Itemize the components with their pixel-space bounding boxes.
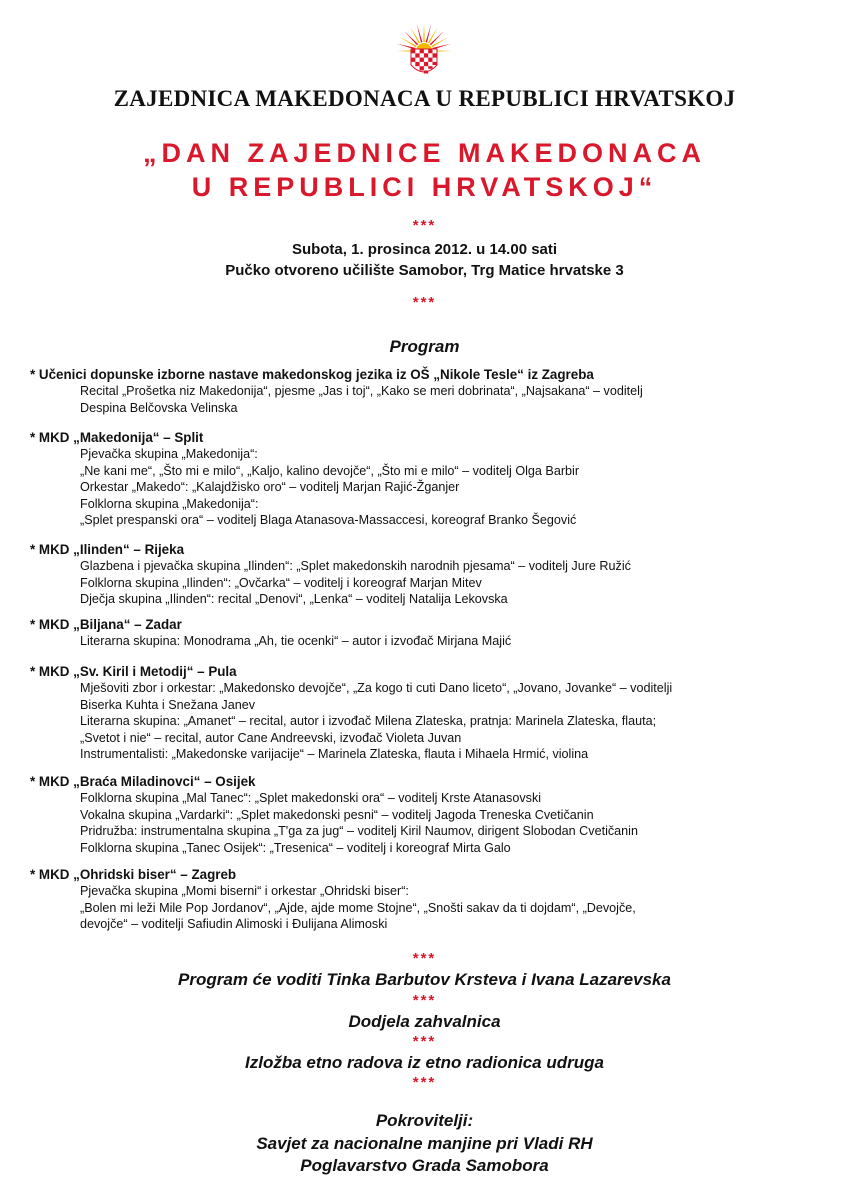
section-title: * MKD „Braća Miladinovci“ – Osijek (30, 774, 256, 789)
section-title: * Učenici dopunske izborne nastave makedonskog jezika iz OŠ „Nikole Tesle“ iz Zagreba (30, 367, 594, 382)
sponsors-label: Pokrovitelji: (375, 1111, 474, 1130)
event-title-line-1: „DAN ZAJEDNICE MAKEDONACA (142, 138, 706, 168)
program-section (30, 366, 810, 416)
program-section (30, 541, 810, 608)
event-title-line-2: U REPUBLICI HRVATSKOJ“ (191, 172, 658, 202)
sponsor-line: Savjet za nacionalne manjine pri Vladi RH (256, 1134, 593, 1153)
awards-line: Dodjela zahvalnica (348, 1012, 501, 1031)
section-title: * MKD „Biljana“ – Zadar (30, 617, 182, 632)
event-title (0, 136, 849, 204)
section-line: Folklorna skupina „Mal Tanec“: „Splet makedonski ora“ – voditelj Krste Atanasovski (80, 791, 542, 805)
section-line: „Svetot i nie“ – recital, autor Cane Andreevski, izvođač Violeta Juvan (80, 730, 462, 745)
organization-title: ZAJEDNICA MAKEDONACA U REPUBLICI HRVATSKOJ (113, 86, 736, 111)
program-section (30, 866, 810, 933)
section-line: Literarna skupina: „Amanet“ – recital, autor i izvođač Milena Zlateska, pratnja: Marinela Zlateska, flauta; (80, 714, 657, 728)
event-venue: Pučko otvoreno učilište Samobor, Trg Matice hrvatske 3 (225, 262, 624, 279)
section-line: Pjevačka skupina „Momi biserni“ i orkestar „Ohridski biser“: (80, 884, 409, 898)
section-line: Biserka Kuhta i Snežana Janev (80, 697, 256, 712)
sponsor-line: Poglavarstvo Grada Samobora (300, 1156, 549, 1175)
section-line: „Bolen mi leži Mile Pop Jordanov“, „Ajde, ajde mome Stojne“, „Snošti sakav da ti dojdam“, „Devojče, (80, 900, 636, 915)
section-line: Vokalna skupina „Vardarki“: „Splet makedonski pesni“ – voditelj Jagoda Treneska Cvetičanin (80, 807, 594, 822)
program-section (30, 616, 810, 650)
section-line: Literarna skupina: Monodrama „Ah, tie ocenki“ – autor i izvođač Mirjana Majić (80, 634, 512, 648)
section-line: Orkestar „Makedo“: „Kalajdžisko oro“ – voditelj Marjan Rajić-Žganjer (80, 480, 460, 494)
community-logo (395, 22, 453, 80)
section-line: Dječja skupina „Ilinden“: recital „Denovi“, „Lenka“ – voditelj Natalija Lekovska (80, 592, 508, 606)
section-line: Folklorna skupina „Makedonija“: (80, 496, 259, 511)
exhibition-line: Izložba etno radova iz etno radionica udruga (245, 1053, 604, 1072)
section-title: * MKD „Ilinden“ – Rijeka (30, 542, 185, 557)
section-line: Instrumentalisti: „Makedonske varijacije“ – Marinela Zlateska, flauta i Mihaela Hrmić, violina (80, 747, 589, 761)
section-line: Mješoviti zbor i orkestar: „Makedonsko devojče“, „Za kogo ti cuti Dano liceto“, „Jovano, Jovanke“ – voditelji (80, 681, 673, 695)
program-section (30, 429, 810, 529)
sun-shield-icon (395, 22, 453, 80)
host-line: Program će voditi Tinka Barbutov Krsteva i Ivana Lazarevska (178, 970, 671, 989)
section-line: Recital „Prošetka niz Makedonija“, pjesme „Jas i toj“, „Kako se meri dobrinata“, „Najsakana“ – voditelj (80, 384, 643, 398)
section-line: devojče“ – voditelji Safiudin Alimoski i Đulijana Alimoski (80, 917, 388, 931)
separator-stars: *** (412, 1033, 437, 1050)
section-line: Pridružba: instrumentalna skupina „T'ga za jug“ – voditelj Kiril Naumov, dirigent Slobodan Cvetičanin (80, 824, 638, 838)
section-title: * MKD „Sv. Kiril i Metodij“ – Pula (30, 664, 237, 679)
separator-stars: *** (412, 950, 437, 967)
section-line: Despina Belčovska Velinska (80, 400, 238, 415)
section-line: Pjevačka skupina „Makedonija“: (80, 447, 258, 461)
separator-stars: *** (412, 1074, 437, 1091)
section-line: „Ne kani me“, „Što mi e milo“, „Kaljo, kalino devojče“, „Što mi e milo“ – voditelj Olga Barbir (80, 463, 580, 478)
section-title: * MKD „Makedonija“ – Split (30, 430, 204, 445)
section-line: Glazbena i pjevačka skupina „Ilinden“: „Splet makedonskih narodnih pjesama“ – voditelj Jure Ružić (80, 559, 631, 573)
event-date: Subota, 1. prosinca 2012. u 14.00 sati (291, 241, 558, 258)
separator-stars: *** (412, 992, 437, 1009)
section-line: Folklorna skupina „Tanec Osijek“: „Tresenica“ – voditelj i koreograf Mirta Galo (80, 840, 511, 855)
section-line: „Splet prespanski ora“ – voditelj Blaga Atanasova-Massaccesi, koreograf Branko Šegović (80, 513, 577, 527)
separator-stars: *** (412, 217, 437, 234)
program-section (30, 663, 810, 763)
section-line: Folklorna skupina „Ilinden“: „Ovčarka“ – voditelj i koreograf Marjan Mitev (80, 575, 482, 590)
program-section (30, 773, 810, 856)
program-heading: Program (389, 337, 460, 356)
separator-stars: *** (412, 294, 437, 311)
section-title: * MKD „Ohridski biser“ – Zagreb (30, 867, 237, 882)
